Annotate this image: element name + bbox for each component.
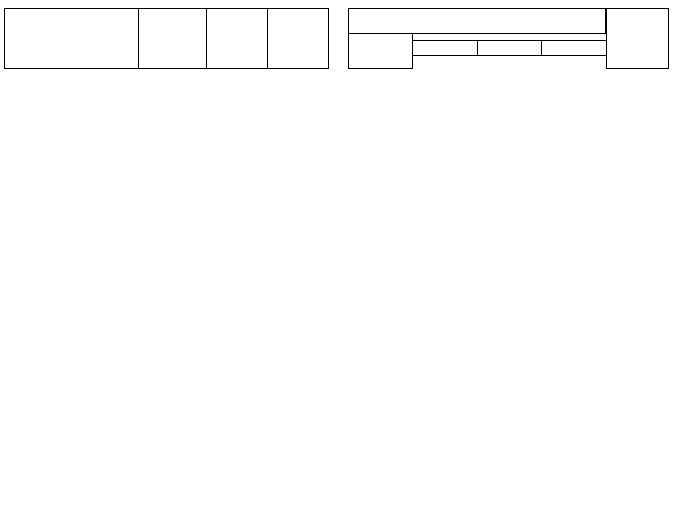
header-total <box>138 8 207 69</box>
header-bank <box>267 8 329 69</box>
header-housing <box>206 8 268 69</box>
diagonal-hatch <box>348 0 670 528</box>
left-header-blank <box>4 8 139 69</box>
